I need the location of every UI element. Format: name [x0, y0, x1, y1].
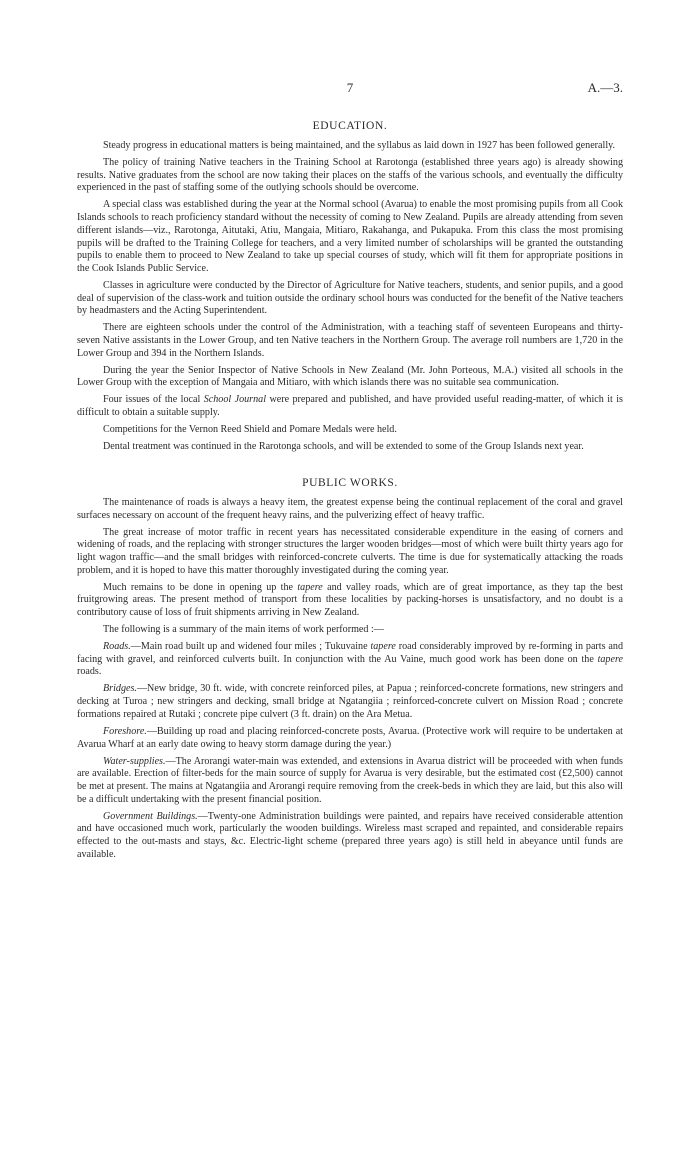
bridges-label: Bridges. [103, 683, 137, 695]
journal-text-after: were prepared and published, and have provided useful reading-matter, of which it is difficult to obtain a suitable supply. [77, 394, 623, 419]
public-works-paragraph: The following is a summary of the main items of work performed :— [103, 624, 384, 636]
government-buildings-text: —Twenty-one Administration buildings were painted, and repairs have received considerable attention and have occasioned much work, particularly the wooden buildings. Wireless mast scraped and repainted, and considerable repairs effected to the out-masts and stays, &c. Electric-light scheme (prepared three years ago) is still held in abeyance until funds are available. [77, 810, 623, 860]
foreshore-paragraph [77, 726, 623, 751]
bridges-text: —New bridge, 30 ft. wide, with concrete reinforced piles, at Papua ; reinforced-concrete formations, new stringers and decking at Turoa ; new stringers and decking, small bridge at Ngatangiia ; reinforced-concrete culvert on Mission Road ; concrete formations repaired at Rutaki ; concrete pipe culvert (3 ft. drain) on the Ara Metua. [77, 683, 623, 720]
education-paragraph: Dental treatment was continued in the Rarotonga schools, and will be extended to some of the Group Islands next year. [103, 441, 584, 453]
water-supplies-label: Water-supplies. [103, 755, 166, 767]
section-heading-public-works: PUBLIC WORKS. [302, 476, 398, 489]
education-paragraph: During the year the Senior Inspector of Native Schools in New Zealand (Mr. John Porteous, M.A.) visited all schools in the Lower Group with the exception of Mangaia and Mitiaro, with which islands there was no suitable sea communication. [77, 364, 623, 389]
foreshore-text: —Building up road and placing reinforced-concrete posts, Avarua. (Protective work will require to be undertaken at Avarua Wharf at an early date owing to heavy storm damage during the year.) [77, 725, 623, 750]
tapere-text-a: Much remains to be done in opening up the [103, 581, 298, 593]
water-supplies-text: —The Arorangi water-main was extended, and extensions in Avarua district will be proceeded with when funds are available. Erection of filter-beds for the main source of supply for Avarua is very desirable, but the estimated cost (£2,500) cannot be met at present. The mains at Ngatangiia and Arorangi require removing from the creek-beds in which they are laid, but this also will be a difficult undertaking with the present financial position. [77, 755, 623, 805]
tapere-term: tapere [297, 581, 323, 593]
education-paragraph: Classes in agriculture were conducted by the Director of Agriculture for Native teachers, students, and senior pupils, and a good deal of supervision of the class-work and tuition outside the ordinary school hours was conducted for the benefit of the Native teachers by headmasters and the Acting Superintendent. [77, 279, 623, 317]
tapere-text-b: and valley roads, which are of great importance, as they tap the best fruitgrowing areas. The present method of transport from these localities by packing-horses is unsatisfactory, and no doubt is a contributory cause of loss of fruit shipments arriving in New Zealand. [77, 581, 623, 619]
page-number: 7 [346, 80, 354, 95]
government-buildings-label: Government Buildings. [103, 810, 198, 822]
roads-text-a: —Main road built up and widened four miles ; Tukuvaine [130, 641, 371, 653]
bridges-paragraph [77, 683, 623, 721]
document-reference: A.—3. [587, 80, 623, 95]
section-heading-education: EDUCATION. [312, 120, 388, 132]
roads-tapere-1: tapere [370, 641, 396, 653]
roads-paragraph [77, 641, 623, 679]
journal-title: School Journal [203, 394, 267, 406]
public-works-paragraph: The maintenance of roads is always a heavy item, the greatest expense being the continual replacement of the coral and gravel surfaces necessary on account of the frequent heavy rains, and the pulverizing effect of heavy traffic. [77, 496, 623, 521]
education-paragraph: Competitions for the Vernon Reed Shield and Pomare Medals were held. [103, 424, 397, 436]
roads-text-c: roads. [77, 666, 102, 678]
public-works-paragraph: The great increase of motor traffic in recent years has necessitated considerable expenditure in the easing of corners and widening of roads, and the replacing with stronger structures the larger wooden bridges—most of which were built thirty years ago for light wagon traffic—and the small bridges with reinforced-concrete culverts. The time is due for systematically attacking the roads problem, and it is hoped to have this matter thoroughly investigated during the coming year. [77, 526, 623, 576]
water-supplies-paragraph [77, 756, 623, 807]
journal-text-before: Four issues of the local [103, 394, 204, 406]
roads-tapere-2: tapere [597, 653, 623, 665]
government-buildings-paragraph [77, 811, 623, 862]
public-works-paragraph-tapere [77, 582, 623, 620]
education-paragraph: There are eighteen schools under the control of the Administration, with a teaching staff of seventeen Europeans and thirty-seven Native assistants in the Lower Group, and ten Native teachers in the Northern Group. The average roll numbers are 1,720 in the Lower Group and 394 in the Northern Islands. [77, 322, 623, 359]
roads-label: Roads. [103, 641, 131, 653]
foreshore-label: Foreshore. [103, 725, 147, 737]
page-content [77, 118, 623, 866]
roads-text-b: road considerably improved by re-forming in parts and facing with gravel, and reinforced culverts built. In conjunction with the Au Vaine, much good work has been done on the [77, 641, 623, 665]
education-paragraph: A special class was established during the year at the Normal school (Avarua) to enable the most promising pupils from all Cook Islands schools to reach proficiency standard without the necessity of coming to New Zealand. Pupils are already attending from seven different islands—viz., Rarotonga, Aitutaki, Atiu, Mangaia, Mitiaro, Rakahanga, and Pukapuka. From this class the most promising pupils will be drafted to the Training College for teachers, and a very limited number of scholarships will be granted the outstanding pupils to enable them to proceed to New Zealand to take up special courses of study, which will fit them for appropriate positions in the Cook Islands Public Service. [77, 199, 623, 274]
education-paragraph-journal [77, 394, 623, 419]
education-paragraph: The policy of training Native teachers in the Training School at Rarotonga (established three years ago) is already showing results. Native graduates from the school are now taking their places on the staffs of the various schools, and eventually the difficulty experienced in the past of staffing some of the outlying schools should be overcome. [77, 157, 623, 194]
education-paragraph: Steady progress in educational matters is being maintained, and the syllabus as laid down in 1927 has been followed generally. [103, 140, 616, 151]
